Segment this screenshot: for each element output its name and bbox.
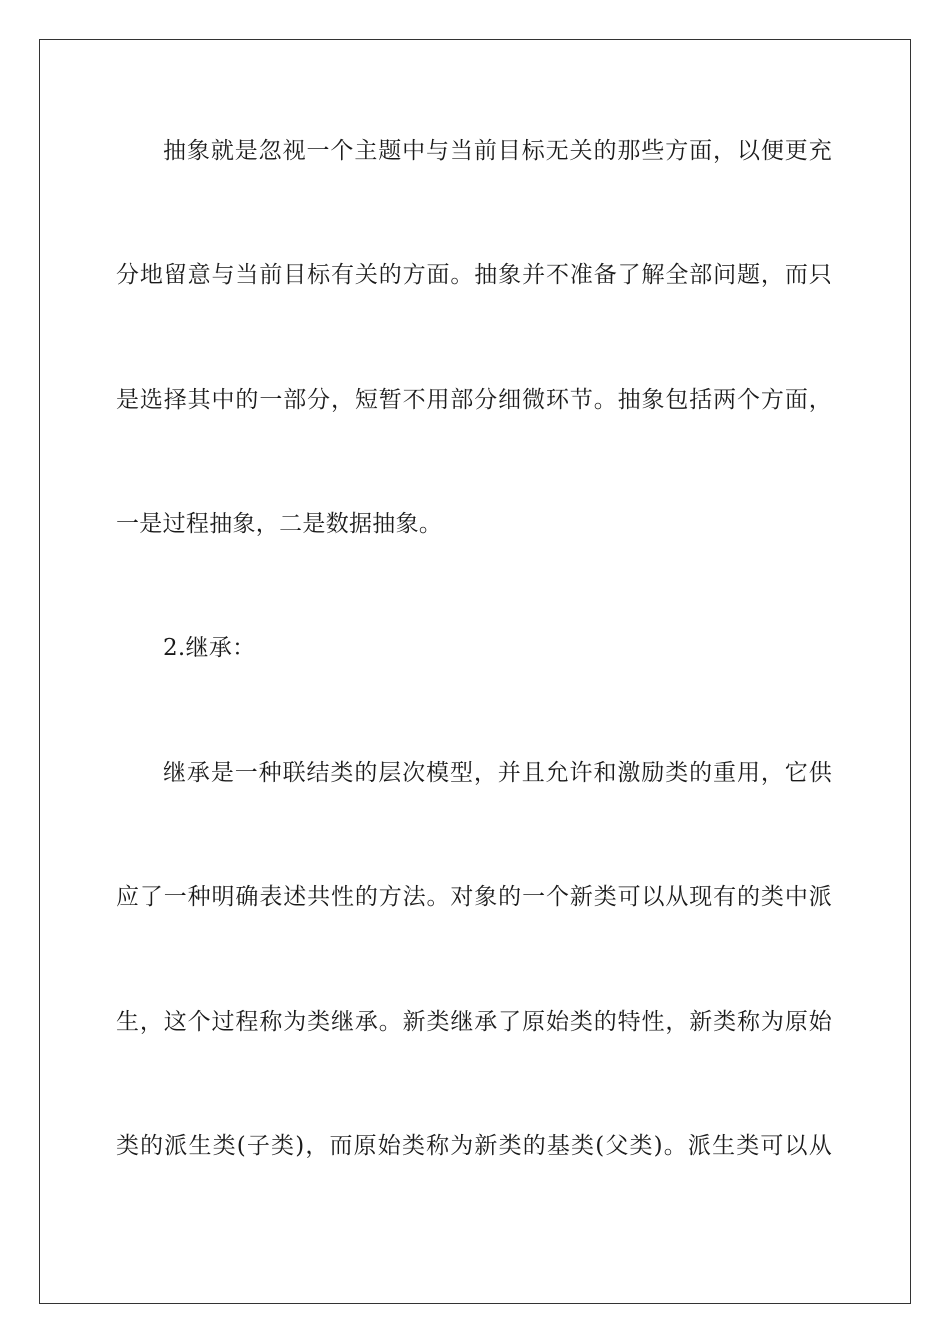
paragraph-abstraction-line-4: 一是过程抽象，二是数据抽象。 <box>116 511 443 537</box>
paragraph-abstraction-line-1: 抽象就是忽视一个主题中与当前目标无关的那些方面，以便更充 <box>163 138 832 164</box>
page-border <box>39 39 911 1304</box>
paragraph-abstraction-line-3: 是选择其中的一部分，短暂不用部分细微环节。抽象包括两个方面， <box>116 387 832 413</box>
paragraph-inheritance-line-2: 应了一种明确表述共性的方法。对象的一个新类可以从现有的类中派 <box>116 884 832 910</box>
paragraph-abstraction-line-2: 分地留意与当前目标有关的方面。抽象并不准备了解全部问题，而只 <box>116 262 832 288</box>
paragraph-inheritance-line-3: 生，这个过程称为类继承。新类继承了原始类的特性，新类称为原始 <box>116 1009 832 1035</box>
paragraph-inheritance-line-1: 继承是一种联结类的层次模型，并且允许和激励类的重用，它供 <box>163 760 832 786</box>
paragraph-inheritance-line-4: 类的派生类(子类)，而原始类称为新类的基类(父类)。派生类可以从 <box>116 1133 832 1159</box>
section-heading-inheritance: 2.继承： <box>163 635 256 661</box>
